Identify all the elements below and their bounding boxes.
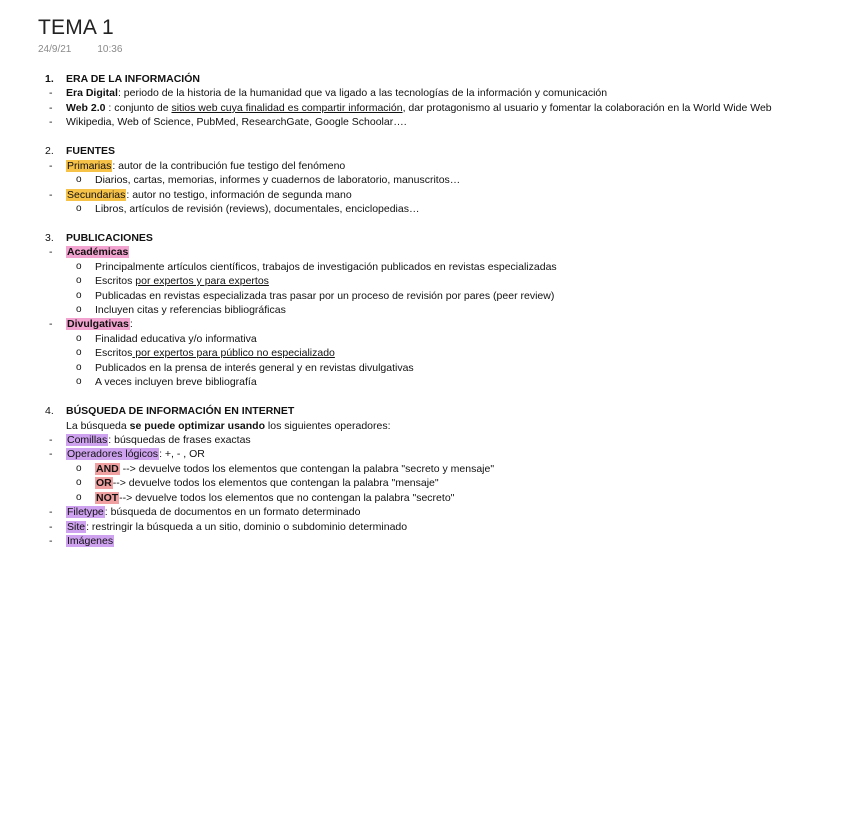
- bullet-marker: o: [76, 275, 82, 287]
- list-item: [40, 245, 830, 259]
- sub-list-item: o Escritos por expertos para público no especializado: [76, 347, 335, 360]
- list-item: - Filetype: búsqueda de documentos en un formato determinado: [49, 506, 361, 519]
- bullet-marker: o: [76, 174, 82, 186]
- sub-list-item: o AND --> devuelve todos los elementos que contengan la palabra "secreto y mensaje": [76, 462, 495, 475]
- bullet-marker: o: [76, 347, 82, 359]
- underlined-text: por expertos para público no especializado: [132, 347, 335, 360]
- dash-marker: -: [49, 506, 53, 519]
- bullet-marker: o: [76, 477, 82, 489]
- page-time: 10:36: [97, 44, 123, 55]
- page-date: 24/9/21: [38, 44, 72, 55]
- sub-list-item: o Libros, artículos de revisión (reviews), documentales, enciclopedias…: [76, 202, 420, 215]
- sub-list-item: o A veces incluyen breve bibliografía: [76, 376, 257, 389]
- dash-marker: -: [49, 535, 53, 547]
- underlined-text: por expertos y para expertos: [135, 275, 269, 288]
- list-item: - Web 2.0 : conjunto de sitios web cuya finalidad es compartir información, dar protagonismo al usuario y fomentar la colaboración en la World Wide Web: [49, 101, 772, 114]
- sub-list-item: o Publicados en la prensa de interés general y en revistas divulgativas: [76, 361, 414, 374]
- operator-term: NOT: [96, 491, 119, 504]
- term: Era Digital: [66, 87, 118, 100]
- underlined-text: sitios web cuya finalidad es compartir información: [171, 101, 403, 114]
- highlighted-term: Operadores lógicos: [67, 448, 159, 461]
- bullet-marker: o: [76, 376, 82, 388]
- section-4-heading: [40, 404, 830, 418]
- section-1-heading: [40, 72, 830, 86]
- dash-marker: -: [49, 246, 53, 259]
- sub-list-item: o Diarios, cartas, memorias, informes y cuadernos de laboratorio, manuscritos…: [76, 174, 461, 187]
- dash-marker: -: [49, 159, 53, 172]
- list-item: - Era Digital: periodo de la historia de la humanidad que va ligado a las tecnologías de la información y comunicación: [49, 87, 608, 100]
- highlighted-term: Imágenes: [67, 535, 114, 547]
- bullet-marker: o: [76, 361, 82, 373]
- dash-marker: -: [49, 520, 53, 533]
- section-title: ERA DE LA INFORMACIÓN: [66, 73, 200, 85]
- section-number: 2.: [45, 145, 54, 158]
- section-2-heading: [40, 144, 830, 158]
- sub-list-item: o Incluyen citas y referencias bibliográficas: [76, 304, 286, 316]
- sub-list-item: o Publicadas en revistas especializada tras pasar por un proceso de revisión por pares (peer review): [76, 289, 555, 302]
- highlighted-term: Filetype: [67, 506, 104, 519]
- bullet-marker: o: [76, 332, 82, 344]
- dash-marker: -: [49, 433, 53, 446]
- list-item: - Operadores lógicos: +, - , OR: [49, 448, 205, 461]
- list-item: - Secundarias: autor no testigo, información de segunda mano: [49, 188, 352, 201]
- list-item: [40, 534, 830, 548]
- section-number: 3.: [45, 231, 54, 244]
- list-item: - Divulgativas:: [49, 318, 133, 331]
- section-title: BÚSQUEDA DE INFORMACIÓN EN INTERNET: [66, 405, 295, 418]
- note-content: [40, 72, 830, 548]
- operator-term: AND: [96, 462, 119, 475]
- sub-list-item: o NOT--> devuelve todos los elementos que no contengan la palabra "secreto": [76, 491, 455, 504]
- dash-marker: -: [49, 448, 53, 461]
- sub-list-item: o Principalmente artículos científicos, trabajos de investigación publicados en revistas especializadas: [76, 260, 557, 273]
- term: Web 2.0: [66, 101, 106, 114]
- section-title: FUENTES: [66, 145, 116, 158]
- operator-term: OR: [96, 477, 112, 490]
- list-item: - Primarias: autor de la contribución fue testigo del fenómeno: [49, 159, 346, 172]
- bullet-marker: o: [76, 491, 82, 503]
- paragraph: La búsqueda se puede optimizar usando los siguientes operadores:: [66, 419, 391, 432]
- dash-marker: -: [49, 101, 53, 114]
- sub-list-item: o Finalidad educativa y/o informativa: [76, 332, 257, 345]
- dash-marker: -: [49, 188, 53, 201]
- bullet-marker: o: [76, 289, 82, 301]
- dash-marker: -: [49, 87, 53, 100]
- page-title: TEMA 1: [38, 16, 114, 39]
- list-item: - Wikipedia, Web of Science, PubMed, ResearchGate, Google Schoolar….: [49, 116, 407, 129]
- sub-list-item: o Escritos por expertos y para expertos: [76, 275, 269, 288]
- highlighted-term: Site: [67, 520, 86, 533]
- highlighted-term: Primarias: [67, 159, 112, 172]
- section-number: 1.: [45, 73, 54, 85]
- highlighted-term: Divulgativas: [67, 318, 129, 331]
- bullet-marker: o: [76, 260, 82, 272]
- highlighted-term: Comillas: [67, 433, 108, 446]
- section-3-heading: [40, 231, 830, 245]
- page-meta: [38, 44, 122, 55]
- dash-marker: -: [49, 318, 53, 331]
- dash-marker: -: [49, 116, 53, 129]
- section-title: PUBLICACIONES: [66, 231, 153, 244]
- section-number: 4.: [45, 405, 54, 418]
- highlighted-term: Secundarias: [67, 188, 126, 201]
- bullet-marker: o: [76, 202, 82, 214]
- highlighted-term: Académicas: [67, 246, 129, 259]
- bullet-marker: o: [76, 304, 82, 315]
- list-item: - Site: restringir la búsqueda a un sitio, dominio o subdominio determinado: [49, 520, 408, 533]
- sub-list-item: o OR--> devuelve todos los elementos que contengan la palabra "mensaje": [76, 477, 439, 490]
- bullet-marker: o: [76, 462, 82, 474]
- list-item: - Comillas: búsquedas de frases exactas: [49, 433, 251, 446]
